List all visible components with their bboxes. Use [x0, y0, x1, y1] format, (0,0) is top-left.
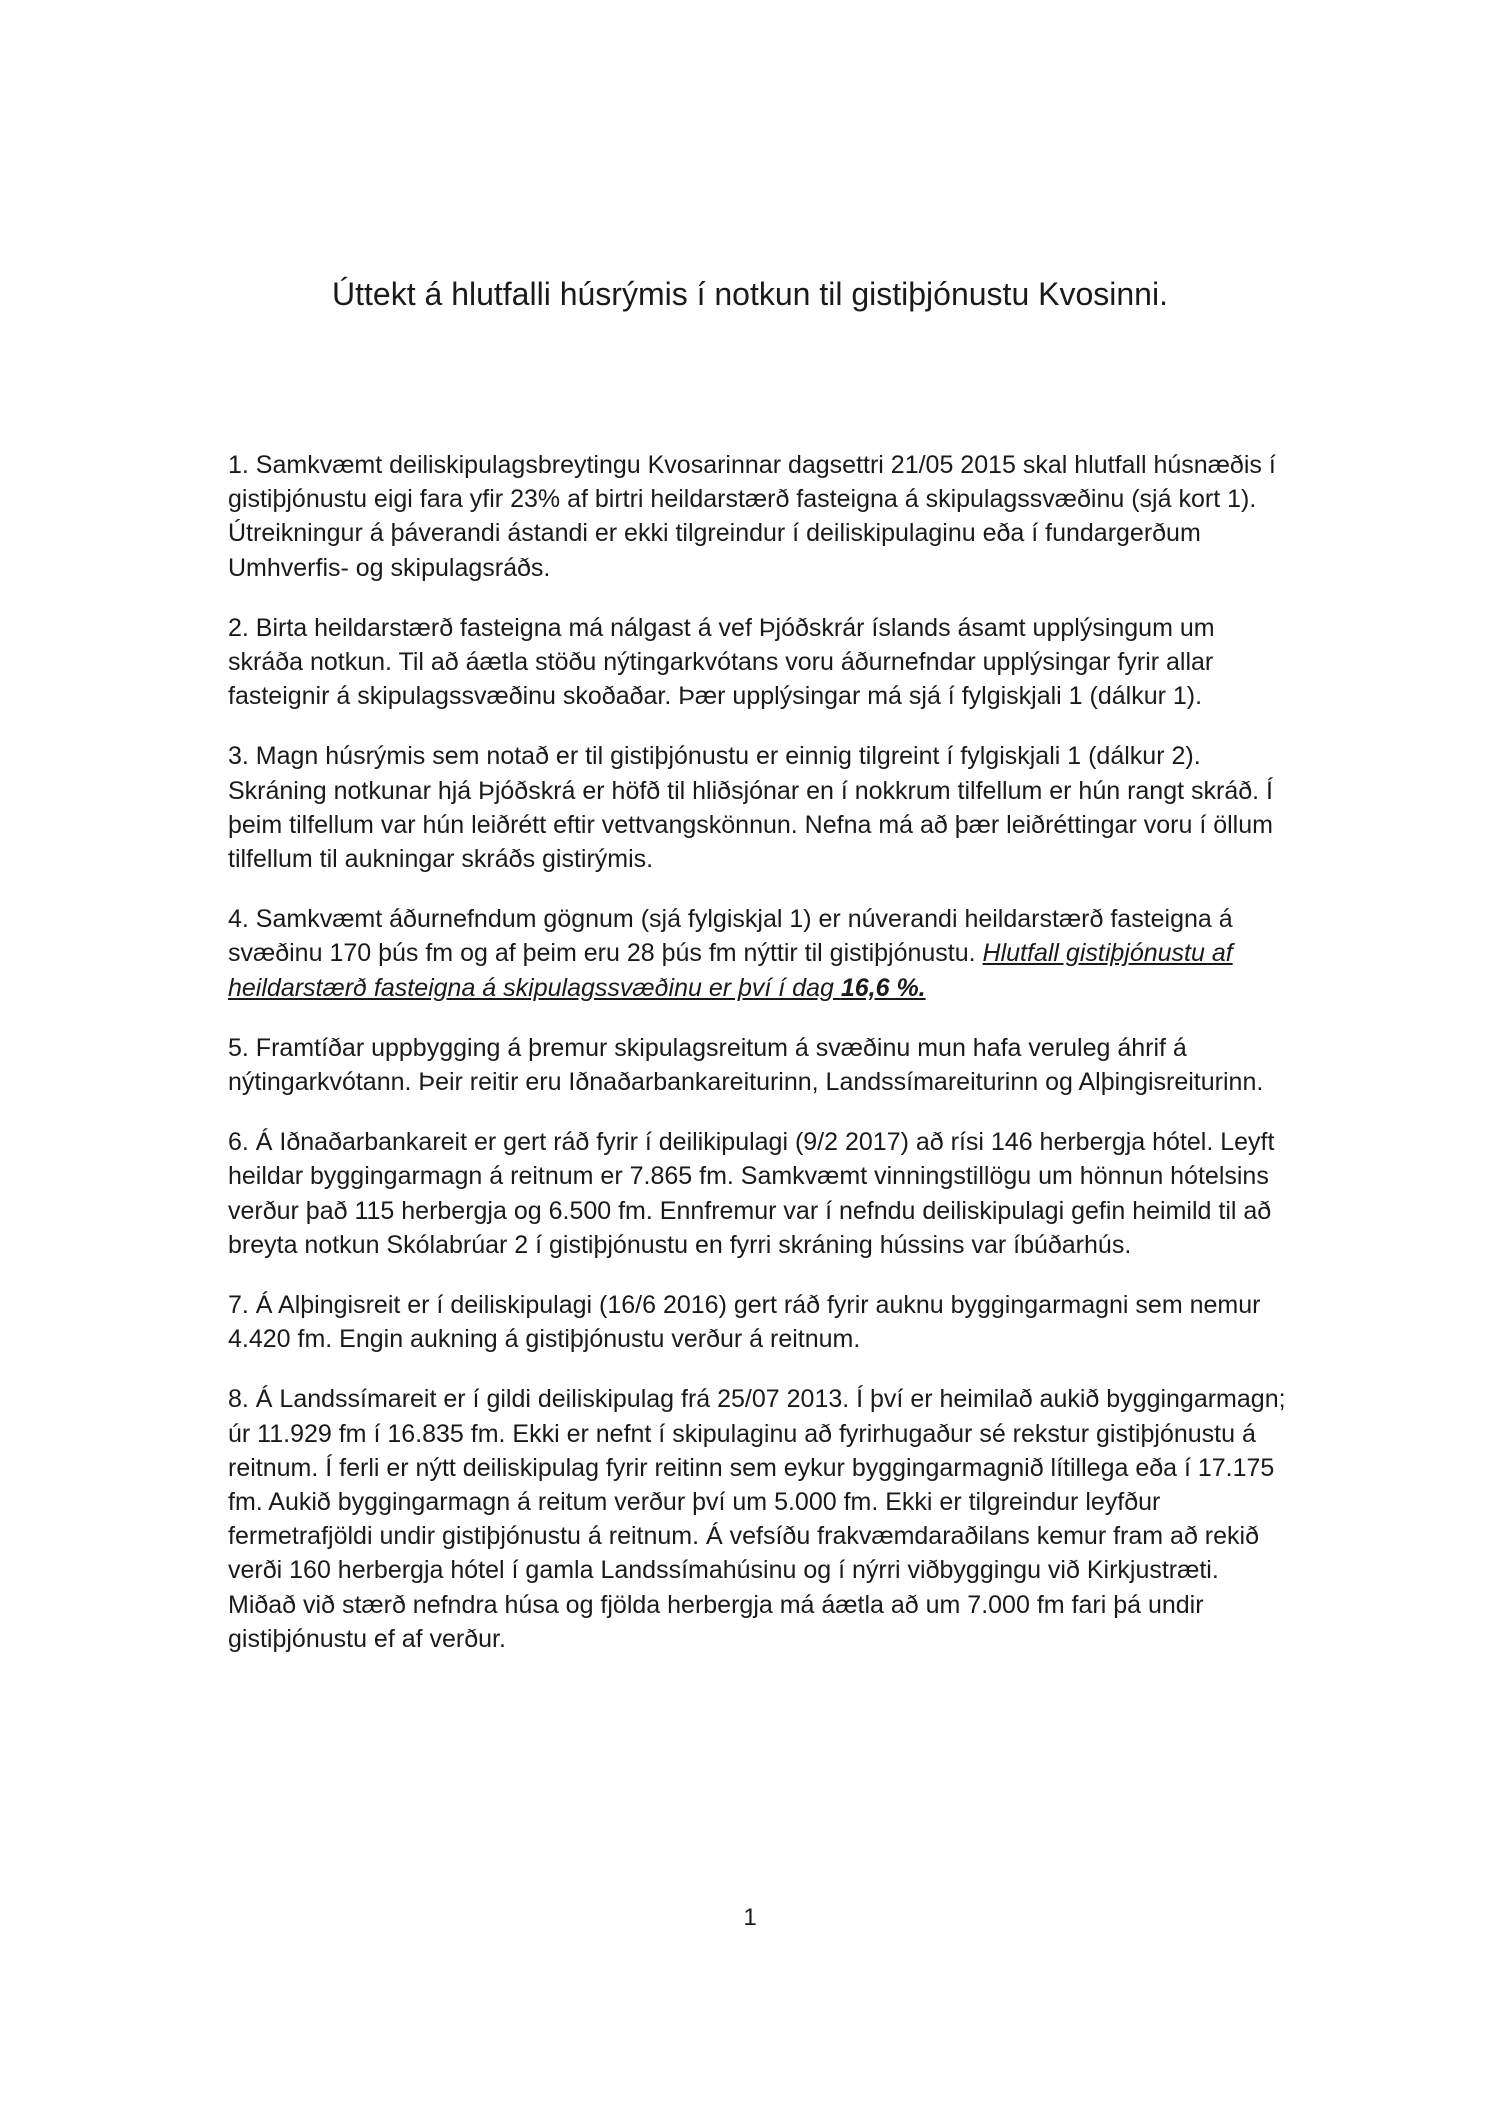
paragraph-3: 3. Magn húsrýmis sem notað er til gistiþjónustu er einnig tilgreint í fylgiskjali 1 (dálkur 2). Skráning notkunar hjá Þjóðskrá er höfð til hliðsjónar en í nokkrum tilfellum er hún rangt skráð. Í þeim tilfellum var hún leiðrétt eftir vettvangskönnun. Nefna má að þær leiðréttingar voru í öllum tilfellum til aukningar skráðs gistirýmis. — [228, 742, 1273, 874]
paragraph-2: 2. Birta heildarstærð fasteigna má nálgast á vef Þjóðskrár íslands ásamt upplýsingum um skráða notkun. Til að áætla stöðu nýtingarkvótans voru áðurnefndar upplýsingar fyrir allar fasteignir á skipulagssvæðinu skoðaðar. Þær upplýsingar má sjá í fylgiskjali 1 (dálkur 1). — [228, 613, 1215, 711]
paragraph-4-lead: 4. Samkvæmt áðurnefndum gögnum (sjá fylgiskjal 1) er núverandi heildarstærð fasteigna á svæðinu 170 þús fm og af þeim eru 28 þús fm nýttir til gistiþjónustu. — [228, 905, 1233, 968]
paragraph-8: 8. Á Landssímareit er í gildi deiliskipulag frá 25/07 2013. Í því er heimilað aukið byggingarmagn; úr 11.929 fm í 16.835 fm. Ekki er nefnt í skipulaginu að fyrirhugaður sé rekstur gistiþjónustu á reitnum. Í ferli er nýtt deiliskipulag fyrir reitinn sem eykur byggingarmagnið lítillega eða í 17.175 fm. Aukið byggingarmagn á reitum verður því um 5.000 fm. Ekki er tilgreindur leyfður fermetrafjöldi undir gistiþjónustu á reitnum. Á vefsíðu frakvæmdaraðilans kemur fram að rekið verði 160 herbergja hótel í gamla Landssímahúsinu og í nýrri viðbyggingu við Kirkjustræti. Miðað við stærð nefndra húsa og fjölda herbergja má áætla að um 7.000 fm fari þá undir gistiþjónustu ef af verður. — [228, 1385, 1286, 1653]
page-number: 1 — [743, 1904, 757, 1931]
document-body — [228, 448, 1288, 1682]
paragraph-5: 5. Framtíðar uppbygging á þremur skipulagsreitum á svæðinu mun hafa veruleg áhrif á nýtingarkvótann. Þeir reitir eru Iðnaðarbankareiturinn, Landssímareiturinn og Alþingisreiturinn. — [228, 1033, 1264, 1097]
paragraph-4-percentage: 16,6 %. — [840, 973, 926, 1002]
document-title: Úttekt á hlutfalli húsrýmis í notkun til gistiþjónustu Kvosinni. — [332, 276, 1168, 312]
paragraph-1: 1. Samkvæmt deiliskipulagsbreytingu Kvosarinnar dagsettri 21/05 2015 skal hlutfall húsnæðis í gistiþjónustu eigi fara yfir 23% af birtri heildarstærð fasteigna á skipulagssvæðinu (sjá kort 1). Útreikningur á þáverandi ástandi er ekki tilgreindur í deiliskipulaginu eða í fundargerðum Umhverfis- og skipulagsráðs. — [228, 451, 1276, 582]
paragraph-6: 6. Á Iðnaðarbankareit er gert ráð fyrir í deilikipulagi (9/2 2017) að rísi 146 herbergja hótel. Leyft heildar byggingarmagn á reitnum er 7.865 fm. Samkvæmt vinningstillögu um hönnun hótelsins verður það 115 herbergja og 6.500 fm. Ennfremur var í nefndu deiliskipulagi gefin heimild til að breyta notkun Skólabrúar 2 í gistiþjónustu en fyrri skráning hússins var íbúðarhús. — [228, 1128, 1275, 1259]
paragraph-4-emphasis: Hlutfall gistiþjónustu af heildarstærð fasteigna á skipulagssvæðinu er því í dag — [228, 939, 1233, 1002]
paragraph-7: 7. Á Alþingisreit er í deiliskipulagi (16/6 2016) gert ráð fyrir auknu byggingarmagni sem nemur 4.420 fm. Engin aukning á gistiþjónustu verður á reitnum. — [228, 1291, 1261, 1354]
paragraph-4 — [228, 902, 1288, 1005]
